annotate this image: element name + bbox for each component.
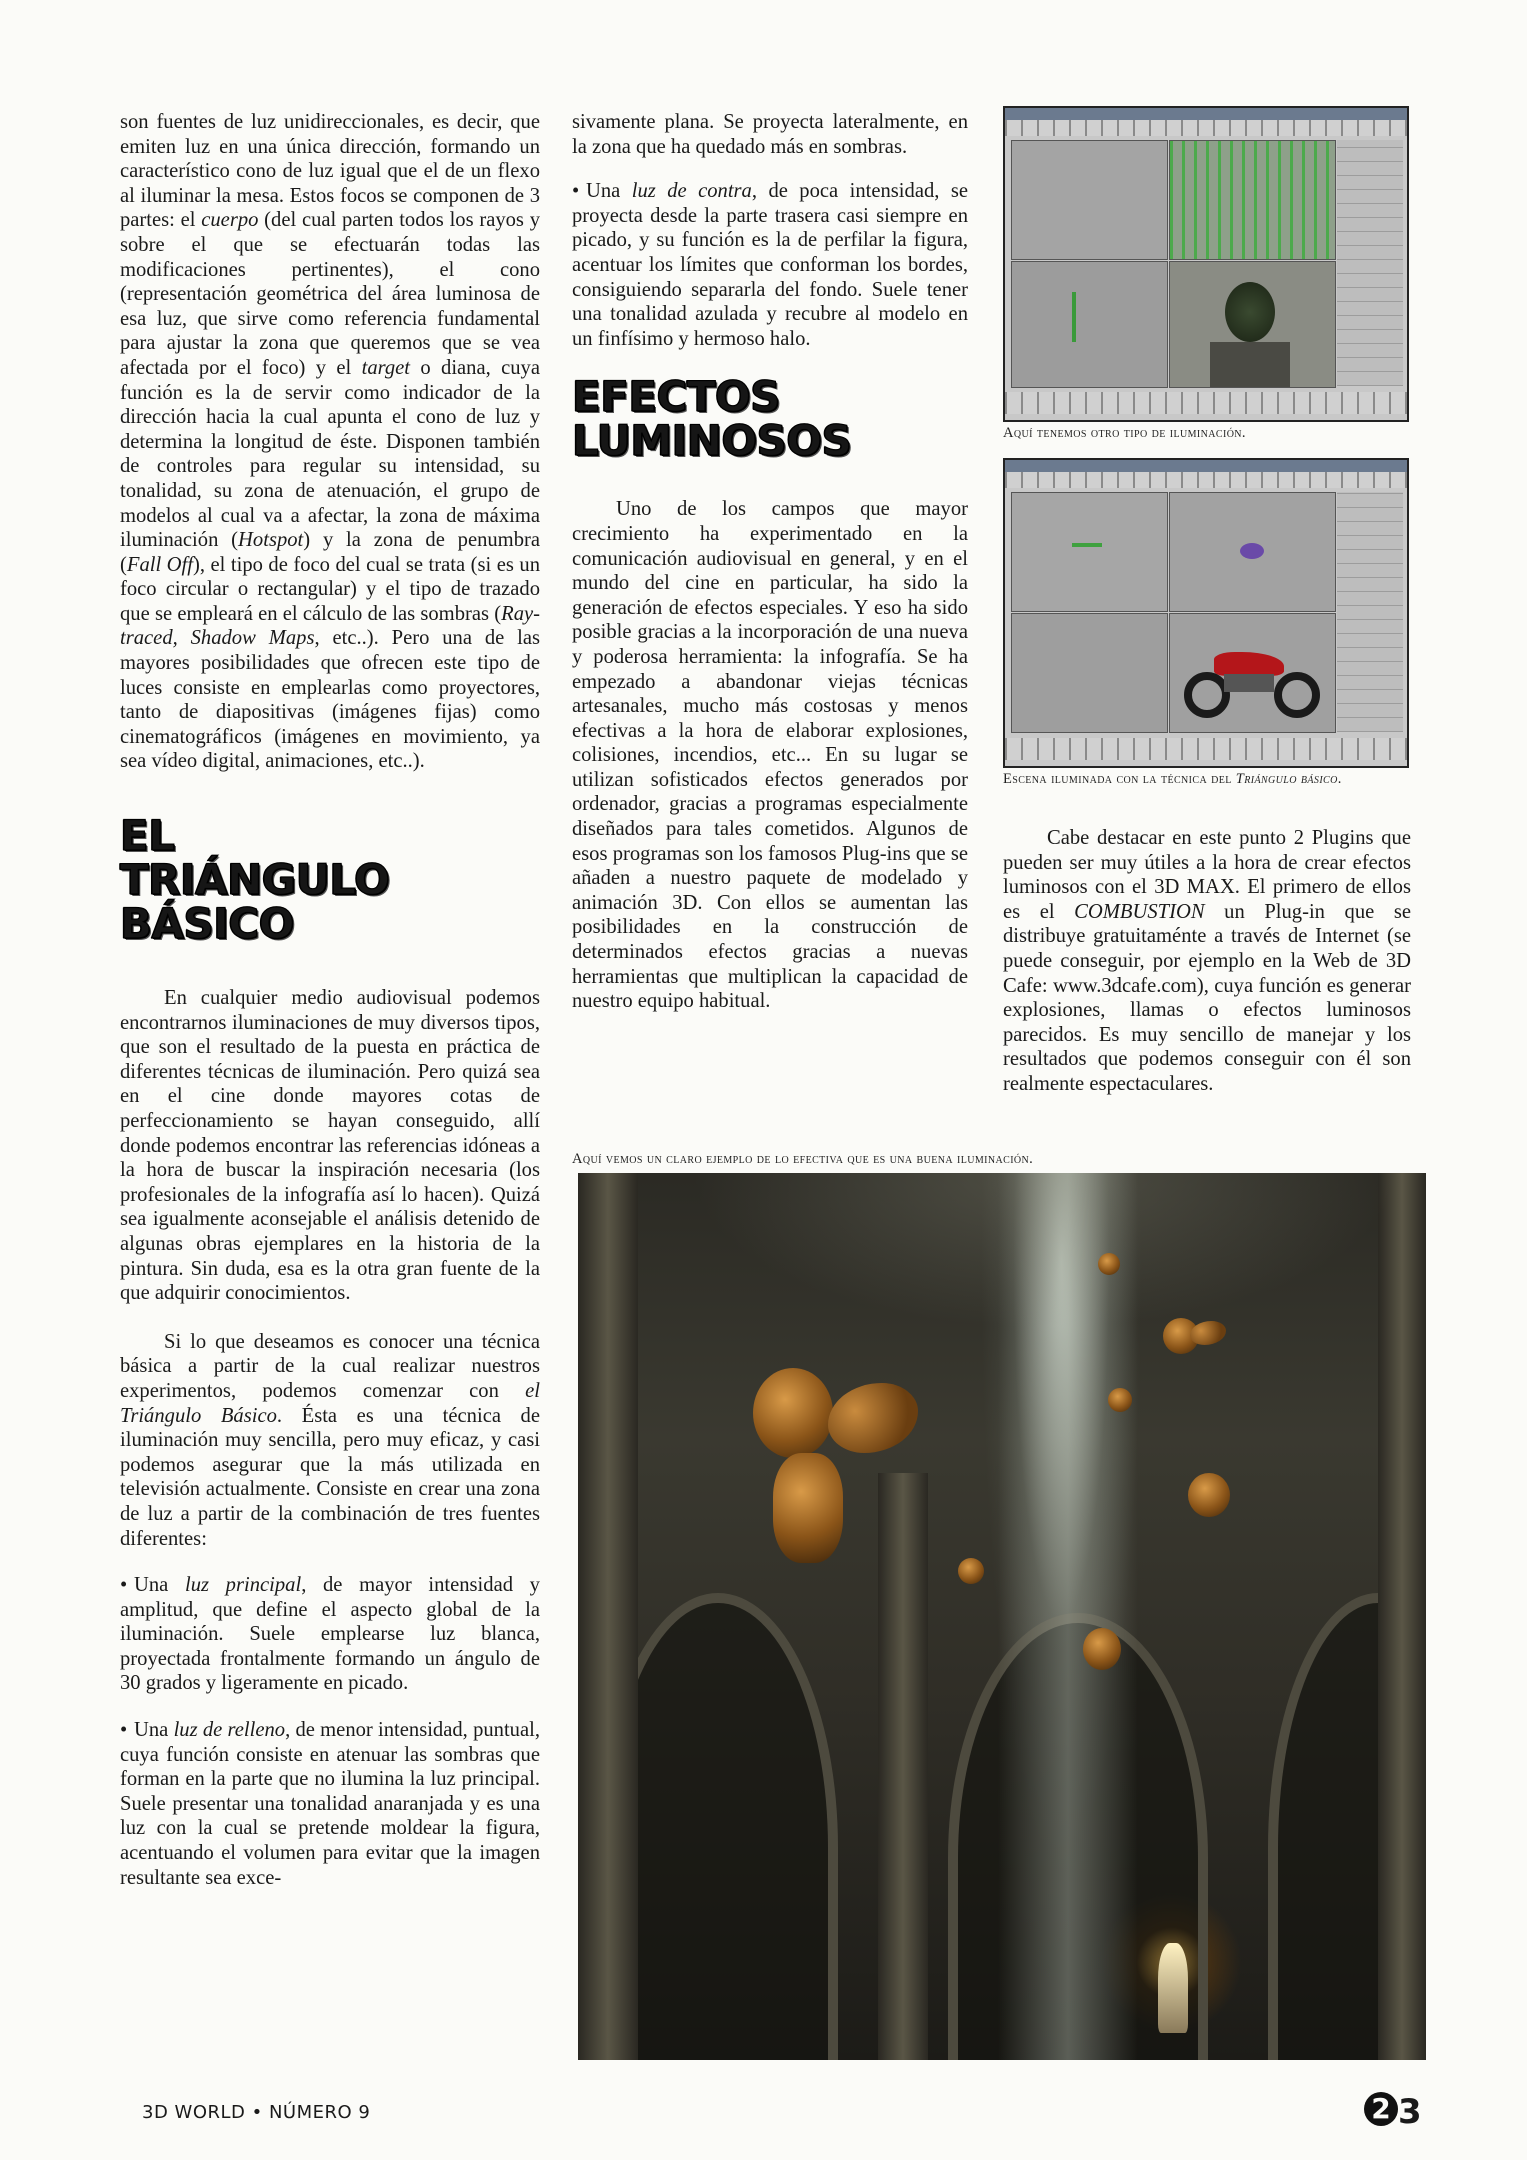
cherub-small-3	[1098, 1253, 1120, 1275]
page-number-circle-digit: 2	[1364, 2092, 1398, 2126]
glowing-figure	[1158, 1943, 1188, 2033]
middle-column	[572, 110, 968, 1036]
heading-triangulo-basico: EL TRIÁNGULO BÁSICO	[120, 811, 390, 949]
cherub-small-1	[958, 1558, 984, 1584]
bullet-luz-principal: • Una luz principal, de mayor intensidad y amplitud, que define el aspecto global de la iluminación. Suele emplearse luz blanca, proyectada frontalmente formando un ángulo de 30 grados y ligeramente en picado.	[120, 1574, 540, 1695]
bullet-luz-relleno: • Una luz de relleno, de menor intensidad, puntual, cuya función consiste en atenuar las sombras que forman en la parte que no ilumina la luz principal. Suele presentar una tonalidad anaranjada y es una luz con la cual se pretende moldear la figura, acentuando el volumen para evitar que la imagen resultante sea exce-	[120, 1719, 540, 1889]
rendered-image-cherubs	[578, 1173, 1426, 2060]
right-column-text	[1003, 826, 1411, 1097]
heading-efectos-luminosos: EFECTOS LUMINOSOS	[572, 372, 852, 466]
paragraph-medio-audiovisual: En cualquier medio audiovisual podemos encontrarnos iluminaciones de muy diversos tipos, que son el resultado de la puesta en práctica de diferentes técnicas de iluminación. Pero quizá sea en el cine donde mayores cotas de perfeccionamiento se hayan conseguido, allí donde podemos encontrar las referencias idóneas a la hora de buscar la inspiración necesaria (los profesionales de la infografía así lo hacen). Quizá sea igualmente aconsejable el análisis detenido de algunas obras ejemplares en la historia de la pintura. Sin duda, esa es la otra gran fuente de la que adquirir conocimientos.	[120, 987, 540, 1305]
cherub-small-2	[1108, 1388, 1132, 1412]
column-center	[878, 1473, 928, 2060]
bullet-dot: •	[572, 180, 580, 203]
page-number	[1364, 2092, 1422, 2132]
paragraph-tecnica-basica: Si lo que deseamos es conocer una técnica básica a partir de la cual realizar nuestros experimentos, podemos comenzar con el Triángulo Básico. Ésta es una técnica de iluminación muy sencilla, pero muy eficaz, y casi podemos asegurar que la más utilizada en televisión actualmente. Consiste en crear una zona de luz a partir de la combinación de tres fuentes diferentes:	[120, 1330, 540, 1550]
paragraph-efectos-especiales: Uno de los campos que mayor crecimiento ha experimentado en la comunicación audiovisual en general, y en el mundo del cine en particular, ha sido la generación de efectos especiales. Y eso ha sido posible gracias a la incorporación de una nueva y poderosa herramienta: la infografía. Se ha empezado a abandonar viejas técnicas artesanales, mucho más costosas y menos efectivas a la hora de elaborar explosiones, colisiones, incendios, etc... En su lugar se utilizan sofisticados efectos generados por ordenador, gracias a programas especialmente diseñados para tales cometidos. Algunos de esos programas son los famosos Plug-ins que se añaden a nuestro paquete de modelado y animación 3D. Con ellos se aumentan las posibilidades en la construcción de determinados efectos gracias a nuevas herramientas que multiplican la capacidad de nuestro equipo habitual.	[572, 498, 968, 1013]
paragraph-plugins: Cabe destacar en este punto 2 Plugins que pueden ser muy útiles a la hora de crear efectos luminosos con el 3D MAX. El primero de ellos es el COMBUSTION un Plug-in que se distribuye gratuitaménte a través de Internet (se puede conseguir, por ejemplo en la Web de 3D Cafe: www.3dcafe.com), cuya función es generar explosiones, llamas o efectos luminosos parecidos. Es muy sencillo de manejar y los resultados que podemos conseguir con él son realmente espectaculares.	[1003, 827, 1411, 1095]
footer-magazine-name: 3D WORLD • NÚMERO 9	[142, 2102, 371, 2123]
caption-buena-iluminacion: Aquí vemos un claro ejemplo de lo efectiva que es una buena iluminación.	[572, 1151, 1034, 1167]
paragraph-continuation: sivamente plana. Se proyecta lateralmente, en la zona que ha quedado más en sombras.	[572, 111, 968, 158]
cherub-large	[753, 1368, 833, 1458]
bullet-dot: •	[120, 1574, 128, 1597]
screenshot-max-scene-1	[1003, 106, 1409, 422]
cherub-center	[1083, 1628, 1121, 1670]
page-number-digit: 3	[1398, 2092, 1422, 2132]
bullet-dot: •	[120, 1719, 128, 1742]
left-column	[120, 110, 540, 1912]
caption-otro-tipo: Aquí tenemos otro tipo de iluminación.	[1003, 425, 1246, 441]
bullet-luz-contra: • Una luz de contra, de poca intensidad, se proyecta desde la parte trasera casi siempre en picado, y su función es la de perfilar la figura, acentuar los límites que conforman los bordes, consiguiendo separarla del fondo. Suele tener una tonalidad azulada y recubre al modelo en un finfísimo y hermoso halo.	[572, 180, 968, 350]
cherub-mid-right	[1188, 1473, 1230, 1517]
caption-triangulo-basico: Escena iluminada con la técnica del Triángulo básico.	[1003, 771, 1342, 787]
intro-paragraph: son fuentes de luz unidireccionales, es decir, que emiten luz en una única dirección, formando un característico cono de luz igual que el de un flexo al iluminar la mesa. Estos focos se componen de 3 partes: el cuerpo (del cual parten todos los rayos y sobre el que se efectuarán todas las modificaciones pertinentes), el cono (representación geométrica del área luminosa de esa luz, que sirve como referencia fundamental para ajustar la zona que queremos que se vea afectada por el foco) y el target o diana, cuya función es la de servir como indicador de la dirección hacia la cual apunta el cono de luz y determina la longitud de éste. Disponen también de controles para regular su intensidad, su tonalidad, su zona de atenuación, el grupo de modelos al cual va a afectar, la zona de máxima iluminación (Hotspot) y la zona de penumbra (Fall Off), el tipo de foco del cual se trata (si es un foco circular o rectangular) y el tipo de trazado que se empleará en el cálculo de las sombras (Ray-traced, Shadow Maps, etc..). Pero una de las mayores posibilidades que ofrecen este tipo de luces consiste en emplearlas como proyectores, tanto de diapositivas (imágenes fijas) como cinematográficos (imágenes en movimiento, ya sea vídeo digital, animaciones, etc..).	[120, 111, 540, 773]
screenshot-max-scene-motorcycle	[1003, 458, 1409, 768]
